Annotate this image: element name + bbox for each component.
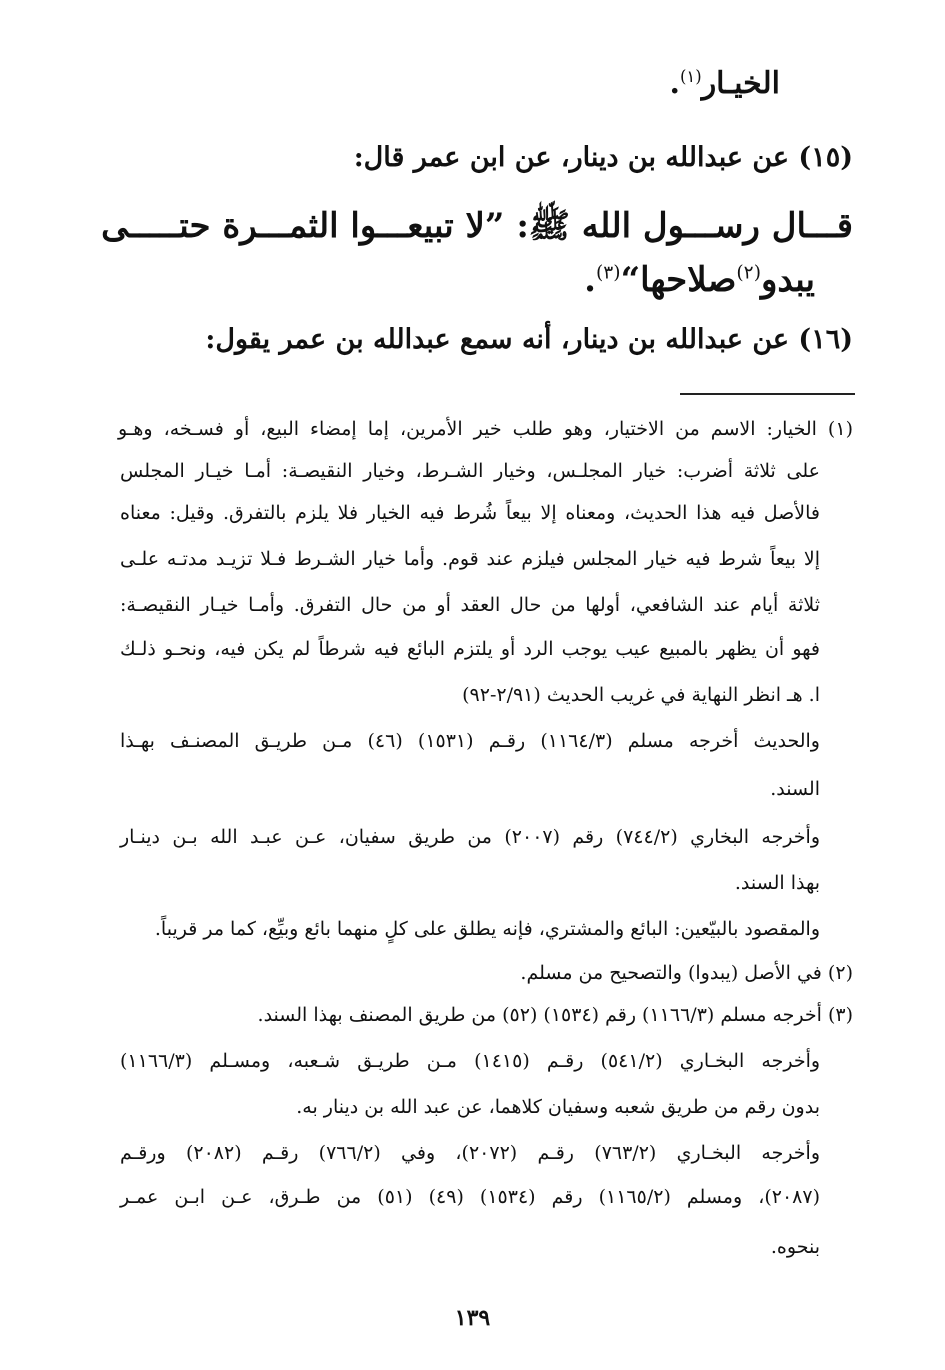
footnote-line: وأخرجه البخـاري (٥٤١/٢) رقـم (١٤١٥) مـن طريـق شـعبه، ومسـلم (١١٦٦/٣) bbox=[120, 1050, 821, 1072]
footnote-line: وأخرجه البخاري (٧٤٤/٢) رقم (٢٠٠٧) من طريق سفيان، عـن عبـد الله بـن دينـار bbox=[120, 826, 821, 848]
footnote-line: فهو أن يظهر بالمبيع عيب يوجب الرد أو يلتزم البائع فيه شرطاً لم يكن فيه، ونحـو ذلـك bbox=[120, 638, 820, 660]
heading-footnote-ref: (١) bbox=[679, 67, 702, 86]
hadith-15-intro: (١٥) عن عبدالله بن دينار، عن ابن عمر قال: bbox=[353, 142, 853, 173]
page-number: ١٣٩ bbox=[454, 1305, 491, 1331]
footnote-line: (٢) في الأصل (يبدوا) والتصحيح من مسلم. bbox=[520, 962, 853, 984]
footnote-ref-2: (٢) bbox=[736, 262, 761, 284]
section-heading bbox=[669, 66, 780, 101]
footnote-line: والمقصود بالبيّعين: البائع والمشتري، فإنه يطلق على كلٍ منهما بائع وبيِّع، كما مر قريباً. bbox=[154, 918, 820, 940]
footnote-line: (٢٠٨٧)، ومسلم (١١٦٥/٢) رقم (١٥٣٤) (٤٩) (٥١) من طـرق، عـن ابـن عمـر bbox=[120, 1186, 820, 1208]
footnote-line: ثلاثة أيام عند الشافعي، أولها من حال العقد أو من حال التفرق. وأمـا خيـار النقيصـة: bbox=[120, 594, 820, 616]
footnote-line: بهذا السند. bbox=[734, 872, 820, 894]
hadith-15-word-salahuha: صلاحها“ bbox=[620, 260, 737, 300]
footnote-line: السند. bbox=[770, 778, 820, 800]
footnote-line: بدون رقم من طريق شعبه وسفيان كلاهما، عن عبد الله بن دينار به. bbox=[296, 1096, 820, 1118]
footnote-line: وأخرجه البخـاري (٧٦٣/٢) رقـم (٢٠٧٢)، وفي (٧٦٦/٢) رقـم (٢٠٨٢) ورقـم bbox=[120, 1142, 821, 1164]
footnote-line: بنحوه. bbox=[770, 1236, 820, 1258]
hadith-16-intro: (١٦) عن عبدالله بن دينار، أنه سمع عبدالله بن عمر يقول: bbox=[205, 324, 853, 355]
hadith-15-word-yabdu: يبدو bbox=[761, 260, 815, 300]
heading-text: الخيـار bbox=[701, 66, 780, 101]
footnote-line: على ثلاثة أضرب: خيار المجلـس، وخيار الشـرط، وخيار النقيصـة: أمـا خيـار المجلس bbox=[120, 460, 820, 482]
hadith-15-text-line-1: قـــال رســـول الله ﷺ: ”لا تبيعـــوا الثمـــرة حتـــــى bbox=[101, 206, 853, 246]
heading-period: . bbox=[669, 66, 680, 101]
footnote-line: (٣) أخرجه مسلم (١١٦٦/٣) رقم (١٥٣٤) (٥٢) من طريق المصنف بهذا السند. bbox=[257, 1004, 853, 1026]
footnote-line: ا. هـ انظر النهاية في غريب الحديث (٢/٩١-٩٢) bbox=[462, 684, 820, 706]
footnote-line: والحديث أخرجه مسلم (١١٦٤/٣) رقـم (١٥٣١) (٤٦) مـن طريـق المصنـف بهـذا bbox=[120, 730, 820, 752]
footnote-line: (١) الخيار: الاسم من الاختيار، وهو طلب خير الأمرين، إما إمضاء البيع، أو فسـخه، وهـو bbox=[118, 418, 853, 440]
footnote-separator bbox=[680, 393, 855, 395]
footnote-line: إلا بيعاً شرط فيه خيار المجلس فيلزم عند قوم. وأما خيار الشـرط فـلا تزيـد مدتـه علـى bbox=[120, 548, 820, 570]
footnote-line: فالأصل فيه هذا الحديث، ومعناه إلا بيعاً شُرط فيه الخيار فلا يلزم بالتفرق. وقيل: معناه bbox=[120, 502, 820, 524]
hadith-15-period: . bbox=[584, 260, 596, 300]
footnote-ref-3: (٣) bbox=[595, 262, 621, 284]
hadith-15-text-line-2 bbox=[584, 260, 815, 300]
